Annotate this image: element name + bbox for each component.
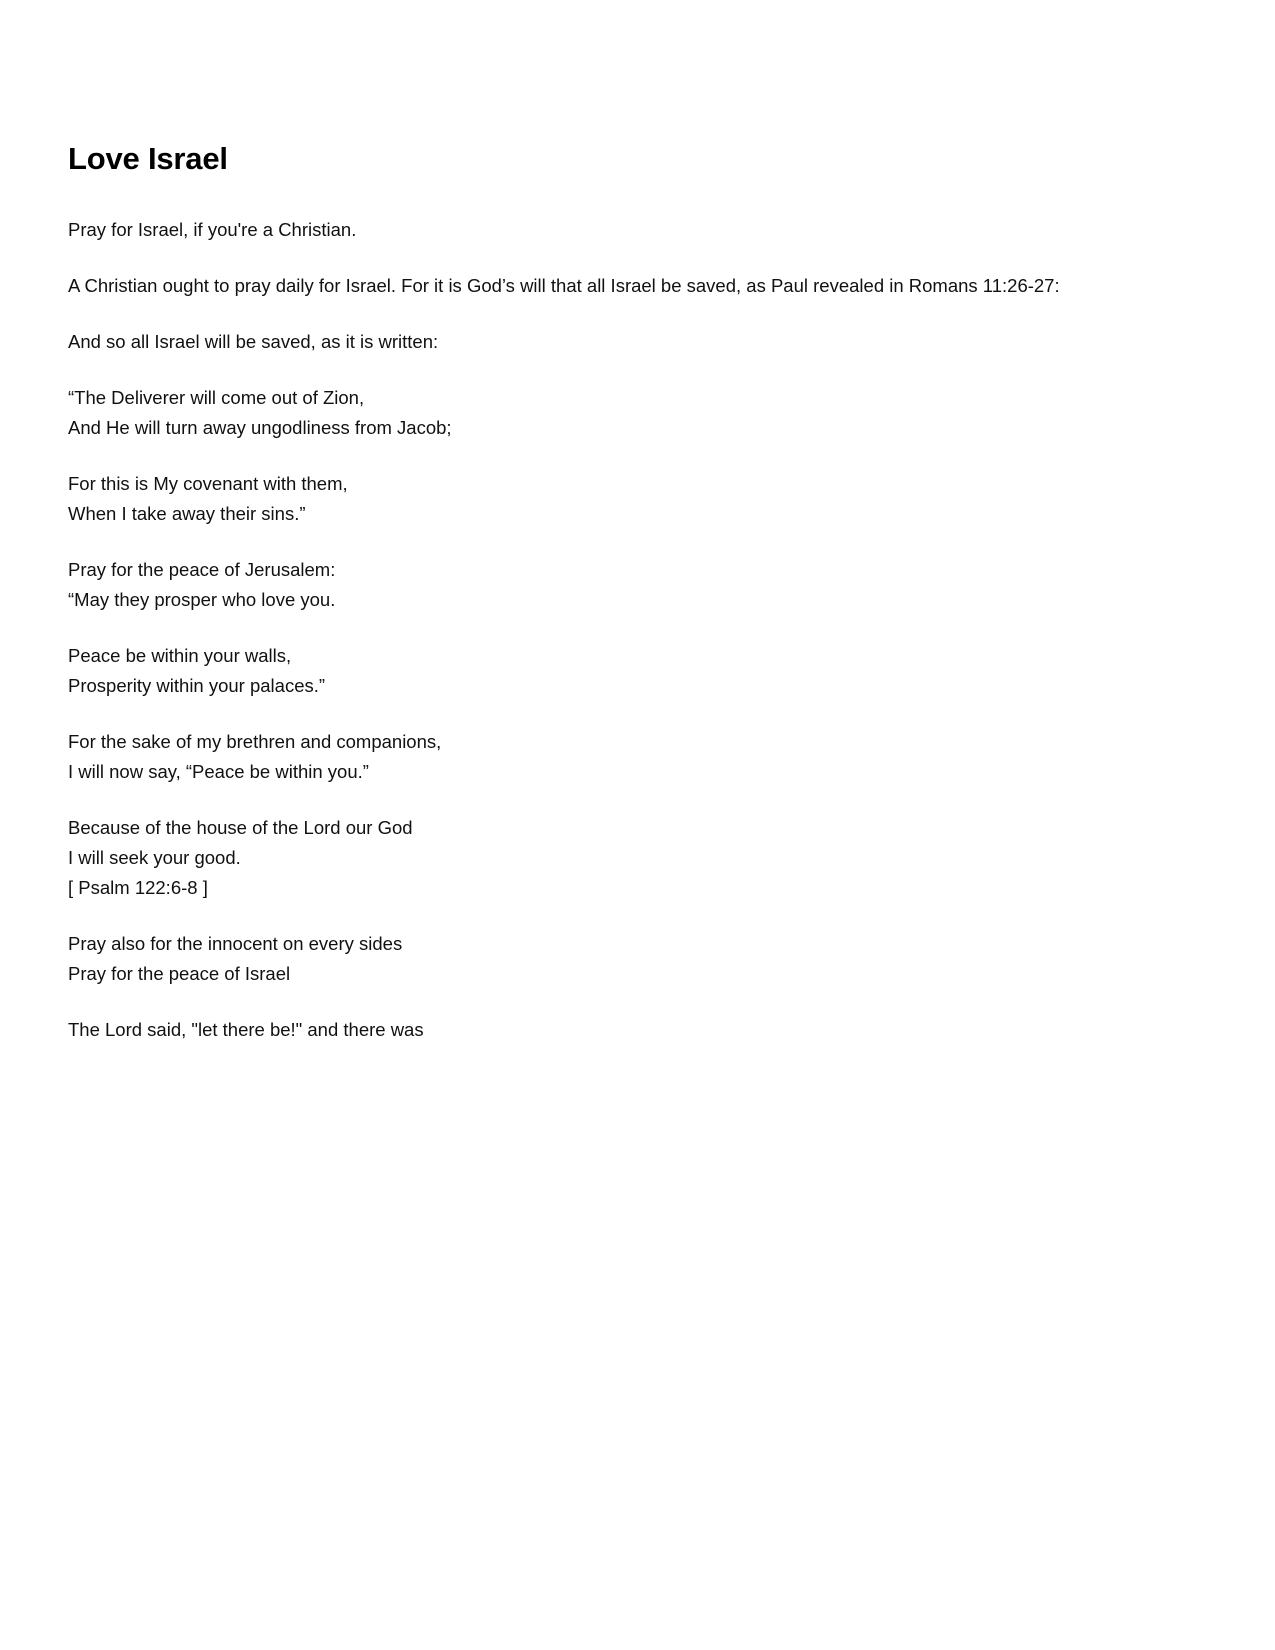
paragraph bbox=[68, 727, 1135, 787]
paragraph bbox=[68, 641, 1135, 701]
paragraph-line: Pray for the peace of Israel bbox=[68, 962, 291, 984]
paragraph-line: The Lord said, "let there be!" and there was bbox=[68, 1018, 424, 1040]
paragraph-line: When I take away their sins.” bbox=[68, 503, 306, 524]
paragraph-line: “May they prosper who love you. bbox=[68, 588, 336, 610]
paragraph-line: And He will turn away ungodliness from Jacob; bbox=[68, 417, 452, 439]
paragraph-line: “The Deliverer will come out of Zion, bbox=[68, 387, 365, 409]
document-body bbox=[68, 215, 1135, 1044]
paragraph bbox=[68, 215, 1135, 245]
paragraph-line: And so all Israel will be saved, as it is written: bbox=[68, 331, 439, 353]
paragraph bbox=[68, 929, 1135, 989]
paragraph bbox=[68, 327, 1135, 357]
paragraph-line: A Christian ought to pray daily for Israel. For it is God’s will that all Israel be saved, as Paul revealed in Romans 11:26-27: bbox=[68, 275, 1060, 297]
paragraph bbox=[68, 1015, 1135, 1045]
paragraph bbox=[68, 555, 1135, 615]
paragraph-line: Pray for the peace of Jerusalem: bbox=[68, 558, 336, 580]
paragraph bbox=[68, 469, 1135, 529]
paragraph-line: Pray for Israel, if you're a Christian. bbox=[68, 219, 357, 241]
paragraph-line: Because of the house of the Lord our God bbox=[68, 816, 413, 838]
paragraph bbox=[68, 813, 1135, 903]
page-title: Love Israel bbox=[68, 141, 228, 176]
paragraph-line: For the sake of my brethren and companions, bbox=[68, 730, 442, 752]
paragraph-line: [ Psalm 122:6-8 ] bbox=[68, 876, 208, 898]
paragraph-line: Pray also for the innocent on every sides bbox=[68, 932, 403, 954]
paragraph-line: I will now say, “Peace be within you.” bbox=[68, 760, 369, 782]
paragraph-line: Prosperity within your palaces.” bbox=[68, 674, 326, 696]
paragraph bbox=[68, 271, 1135, 301]
paragraph bbox=[68, 383, 1135, 443]
paragraph-line: Peace be within your walls, bbox=[68, 644, 292, 666]
paragraph-line: I will seek your good. bbox=[68, 846, 241, 868]
paragraph-line: For this is My covenant with them, bbox=[68, 473, 348, 495]
